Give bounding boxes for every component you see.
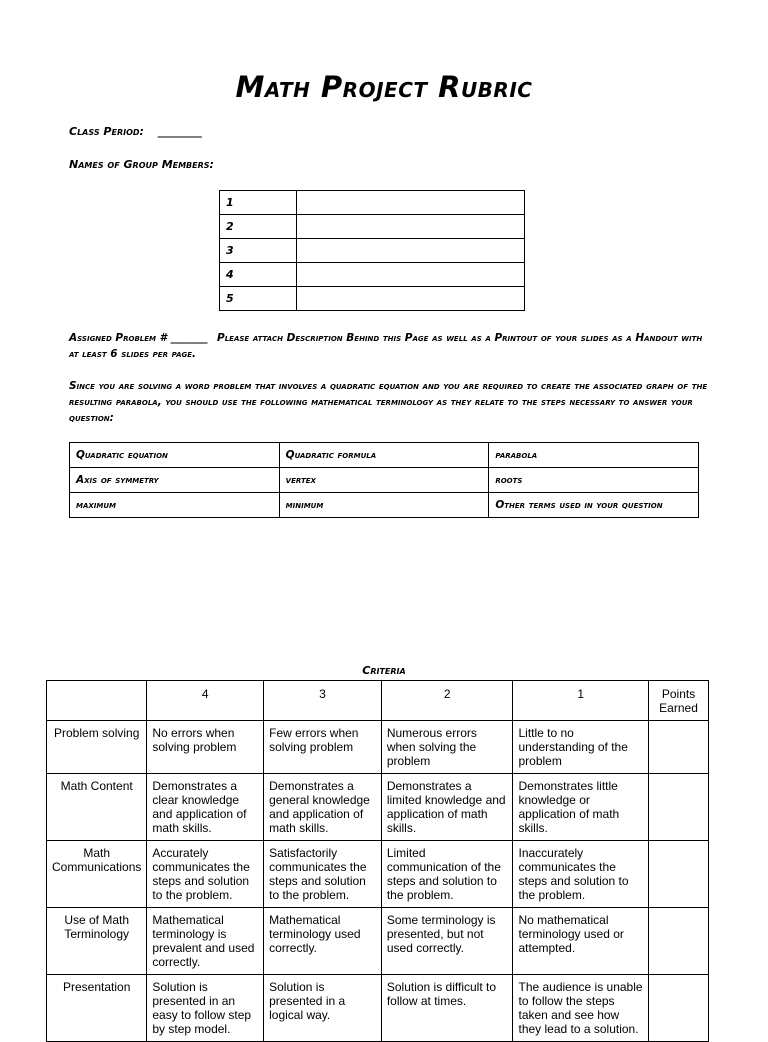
member-name-cell xyxy=(297,191,525,215)
score-1-cell: Little to no understanding of the problem xyxy=(513,721,649,774)
score-1-cell: No mathematical terminology used or attempted. xyxy=(513,908,649,975)
term-cell: parabola xyxy=(489,443,699,468)
assigned-problem-text: Please attach Description Behind this Page as well as a Printout of your slides as a Handout with at least 6 slides per page. xyxy=(69,332,703,360)
header-cell xyxy=(47,681,147,721)
term-cell: Quadratic formula xyxy=(279,443,489,468)
member-name-cell xyxy=(297,215,525,239)
assigned-problem-paragraph xyxy=(69,330,709,362)
member-name-cell xyxy=(297,263,525,287)
header-cell: 4 xyxy=(147,681,264,721)
score-3-cell: Satisfactorily communicates the steps and solution to the problem. xyxy=(264,841,382,908)
rubric-table xyxy=(46,680,709,1042)
points-cell xyxy=(649,908,709,975)
table-row xyxy=(220,239,525,263)
score-2-cell: Numerous errors when solving the problem xyxy=(381,721,513,774)
member-number: 3 xyxy=(220,239,297,263)
page-title: Math Project Rubric xyxy=(235,70,533,104)
criterion-cell: Problem solving xyxy=(47,721,147,774)
score-4-cell: No errors when solving problem xyxy=(147,721,264,774)
term-cell: vertex xyxy=(279,468,489,493)
table-row xyxy=(47,721,709,774)
term-cell: Other terms used in your question xyxy=(489,493,699,518)
term-cell: Quadratic equation xyxy=(70,443,280,468)
criterion-cell: Use of Math Terminology xyxy=(47,908,147,975)
points-cell xyxy=(649,774,709,841)
table-row xyxy=(47,841,709,908)
table-header-row xyxy=(47,681,709,721)
member-number: 1 xyxy=(220,191,297,215)
score-2-cell: Limited communication of the steps and solution to the problem. xyxy=(381,841,513,908)
header-cell: 1 xyxy=(513,681,649,721)
table-row xyxy=(47,774,709,841)
table-row xyxy=(220,215,525,239)
class-period-line xyxy=(69,125,202,138)
member-name-cell xyxy=(297,287,525,311)
assigned-problem-label: Assigned Problem # _______ xyxy=(69,332,208,344)
member-number: 5 xyxy=(220,287,297,311)
table-row xyxy=(70,493,699,518)
table-row xyxy=(220,263,525,287)
score-2-cell: Solution is difficult to follow at times. xyxy=(381,975,513,1042)
score-3-cell: Demonstrates a general knowledge and application of math skills. xyxy=(264,774,382,841)
score-3-cell: Mathematical terminology used correctly. xyxy=(264,908,382,975)
score-4-cell: Mathematical terminology is prevalent and used correctly. xyxy=(147,908,264,975)
table-row xyxy=(70,468,699,493)
points-cell xyxy=(649,721,709,774)
header-cell: 2 xyxy=(381,681,513,721)
score-1-cell: The audience is unable to follow the steps taken and see how they lead to a solution. xyxy=(513,975,649,1042)
header-cell: 3 xyxy=(264,681,382,721)
criteria-caption: Criteria xyxy=(362,664,406,677)
score-4-cell: Solution is presented in an easy to follow step by step model. xyxy=(147,975,264,1042)
points-cell xyxy=(649,841,709,908)
table-row xyxy=(47,975,709,1042)
term-cell: minimum xyxy=(279,493,489,518)
table-row xyxy=(70,443,699,468)
term-cell: Axis of symmetry xyxy=(70,468,280,493)
member-name-cell xyxy=(297,239,525,263)
score-2-cell: Some terminology is presented, but not used correctly. xyxy=(381,908,513,975)
member-number: 4 xyxy=(220,263,297,287)
term-cell: maximum xyxy=(70,493,280,518)
score-4-cell: Accurately communicates the steps and solution to the problem. xyxy=(147,841,264,908)
term-cell: roots xyxy=(489,468,699,493)
class-period-label: Class Period: xyxy=(69,125,144,138)
score-3-cell: Solution is presented in a logical way. xyxy=(264,975,382,1042)
group-members-label: Names of Group Members: xyxy=(69,158,214,171)
instructions-paragraph: Since you are solving a word problem that involves a quadratic equation and you are required to create the associated graph of the resulting parabola, you should use the following mathematical terminology as they relate to the steps necessary to answer your question: xyxy=(69,380,708,424)
table-row xyxy=(220,287,525,311)
score-1-cell: Demonstrates little knowledge or application of math skills. xyxy=(513,774,649,841)
score-4-cell: Demonstrates a clear knowledge and application of math skills. xyxy=(147,774,264,841)
group-members-table xyxy=(219,190,525,311)
table-row xyxy=(220,191,525,215)
member-number: 2 xyxy=(220,215,297,239)
table-row xyxy=(47,908,709,975)
score-1-cell: Inaccurately communicates the steps and solution to the problem. xyxy=(513,841,649,908)
terminology-table xyxy=(69,442,699,518)
criterion-cell: Presentation xyxy=(47,975,147,1042)
score-3-cell: Few errors when solving problem xyxy=(264,721,382,774)
class-period-blank: ________ xyxy=(157,125,202,138)
score-2-cell: Demonstrates a limited knowledge and application of math skills. xyxy=(381,774,513,841)
criterion-cell: Math Communications xyxy=(47,841,147,908)
criterion-cell: Math Content xyxy=(47,774,147,841)
header-cell: Points Earned xyxy=(649,681,709,721)
points-cell xyxy=(649,975,709,1042)
